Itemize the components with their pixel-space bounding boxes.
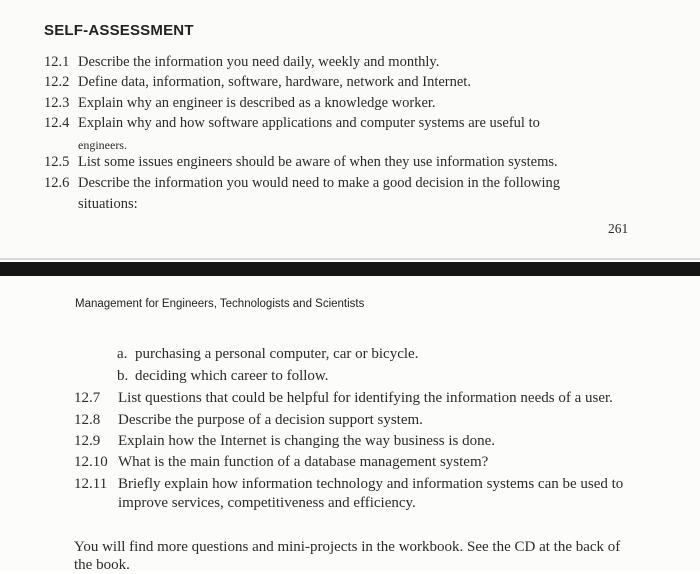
page-edge — [0, 258, 700, 260]
question-number: 12.2 — [44, 74, 70, 90]
sub-item-label: a. — [117, 346, 128, 362]
question-number: 12.1 — [44, 54, 70, 70]
question-text: Define data, information, software, hardware, network and Internet. — [78, 74, 471, 90]
top-page — [0, 0, 700, 258]
question-text: Describe the information you would need to make a good decision in the following — [78, 175, 561, 191]
question-text: List some issues engineers should be aware of when they use information systems. — [78, 154, 558, 170]
footer-note-line1: You will find more questions and mini-projects in the workbook. See the CD at the back of — [74, 539, 621, 555]
question-text: Briefly explain how information technology and information systems can be used to — [118, 476, 624, 492]
question-text: Explain why and how software applications and computer systems are useful to — [78, 115, 540, 131]
question-number: 12.3 — [44, 95, 70, 111]
running-head: Management for Engineers, Technologists and Scientists — [75, 298, 365, 310]
question-continuation: engineers. — [78, 138, 127, 152]
question-text: Explain why an engineer is described as a knowledge worker. — [78, 95, 436, 111]
question-number: 12.5 — [44, 154, 70, 170]
question-continuation: situations: — [78, 196, 138, 212]
section-heading: SELF-ASSESSMENT — [44, 22, 194, 39]
question-number: 12.11 — [74, 476, 108, 492]
question-number: 12.6 — [44, 175, 70, 191]
question-continuation: improve services, competitiveness and efficiency. — [118, 495, 416, 511]
question-number: 12.9 — [74, 433, 101, 449]
question-text: Explain how the Internet is changing the way business is done. — [118, 433, 496, 449]
page-divider — [0, 262, 700, 276]
question-number: 12.7 — [74, 390, 101, 406]
question-text: What is the main function of a database management system? — [118, 454, 489, 470]
sub-item-text: purchasing a personal computer, car or bicycle. — [135, 346, 419, 362]
question-number: 12.8 — [74, 412, 101, 428]
question-number: 12.10 — [74, 454, 108, 470]
page-number: 261 — [608, 221, 629, 236]
question-text: Describe the purpose of a decision support system. — [118, 412, 423, 428]
question-number: 12.4 — [44, 115, 70, 131]
sub-item-text: deciding which career to follow. — [135, 368, 329, 384]
sub-item-label: b. — [117, 368, 129, 384]
footer-note-line2: the book. — [74, 557, 130, 573]
question-text: List questions that could be helpful for identifying the information needs of a user. — [118, 390, 613, 406]
question-text: Describe the information you need daily, weekly and monthly. — [78, 54, 440, 70]
